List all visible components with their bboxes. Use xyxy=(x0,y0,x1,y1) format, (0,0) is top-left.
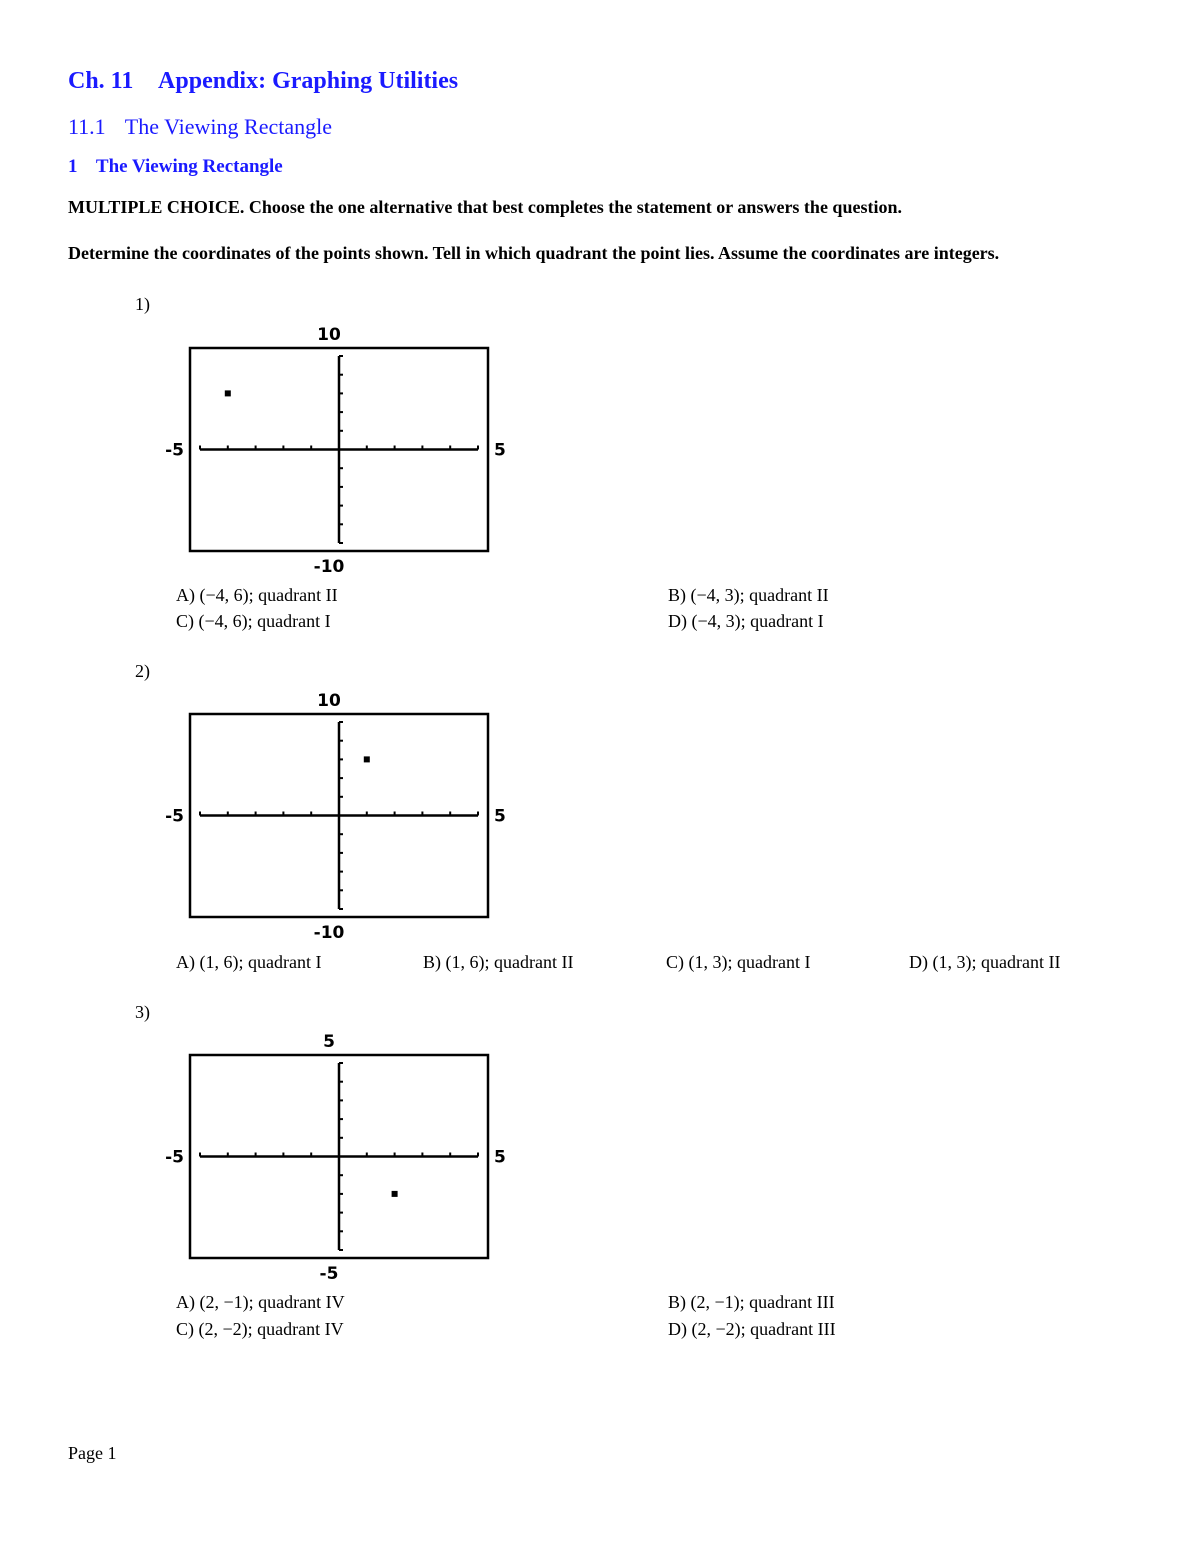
objective-number: 1 xyxy=(68,156,78,177)
chapter-number: Ch. 11 xyxy=(68,68,134,94)
section-heading xyxy=(68,114,332,140)
xmin-label: -5 xyxy=(165,440,184,461)
question-2-choice-d[interactable]: D) (1, 3); quadrant II xyxy=(909,952,1061,972)
question-3-graph xyxy=(160,1027,520,1287)
xmin-label: -5 xyxy=(165,806,184,827)
xmin-label: -5 xyxy=(165,1147,184,1168)
question-3-choice-a[interactable]: A) (2, −1); quadrant IV xyxy=(176,1292,345,1312)
ymin-label: -10 xyxy=(313,923,345,943)
plotted-point xyxy=(225,390,231,396)
xmax-label: 5 xyxy=(494,440,506,461)
directions: Determine the coordinates of the points shown. Tell in which quadrant the point lies. Assume the coordinates are integers. xyxy=(68,243,1000,263)
chapter-heading xyxy=(68,68,458,95)
plotted-point xyxy=(392,1191,398,1197)
question-2-choice-b[interactable]: B) (1, 6); quadrant II xyxy=(423,952,574,972)
ymin-label: -10 xyxy=(313,557,345,577)
question-1-choice-b[interactable]: B) (−4, 3); quadrant II xyxy=(668,585,829,605)
objective-title: The Viewing Rectangle xyxy=(95,156,283,177)
instructions: MULTIPLE CHOICE. Choose the one alternative that best completes the statement or answers the question. xyxy=(68,197,902,217)
chapter-title: Appendix: Graphing Utilities xyxy=(158,68,459,94)
section-number: 11.1 xyxy=(68,114,106,139)
question-2-graph xyxy=(160,686,520,946)
plotted-point xyxy=(364,756,370,762)
objective-heading xyxy=(68,156,283,178)
question-3-choice-d[interactable]: D) (2, −2); quadrant III xyxy=(668,1319,836,1339)
xmax-label: 5 xyxy=(494,806,506,827)
question-2-choice-a[interactable]: A) (1, 6); quadrant I xyxy=(176,952,322,972)
graph-2-svg xyxy=(160,686,520,946)
graph-3-svg xyxy=(160,1027,520,1287)
page-number: Page 1 xyxy=(68,1443,117,1463)
question-3-number: 3) xyxy=(135,1002,150,1022)
ymax-label: 5 xyxy=(323,1032,335,1052)
question-1-choice-a[interactable]: A) (−4, 6); quadrant II xyxy=(176,585,338,605)
question-1-graph xyxy=(160,320,520,580)
question-2-number: 2) xyxy=(135,661,150,681)
question-3-choice-b[interactable]: B) (2, −1); quadrant III xyxy=(668,1292,835,1312)
question-2-choice-c[interactable]: C) (1, 3); quadrant I xyxy=(666,952,811,972)
question-1-choice-c[interactable]: C) (−4, 6); quadrant I xyxy=(176,611,331,631)
section-title: The Viewing Rectangle xyxy=(124,114,333,139)
question-1-number: 1) xyxy=(135,294,150,314)
graph-1-svg xyxy=(160,320,520,580)
ymin-label: -5 xyxy=(319,1264,339,1284)
xmax-label: 5 xyxy=(494,1147,506,1168)
question-1-choice-d[interactable]: D) (−4, 3); quadrant I xyxy=(668,611,824,631)
ymax-label: 10 xyxy=(317,325,341,345)
ymax-label: 10 xyxy=(317,691,341,711)
question-3-choice-c[interactable]: C) (2, −2); quadrant IV xyxy=(176,1319,344,1339)
